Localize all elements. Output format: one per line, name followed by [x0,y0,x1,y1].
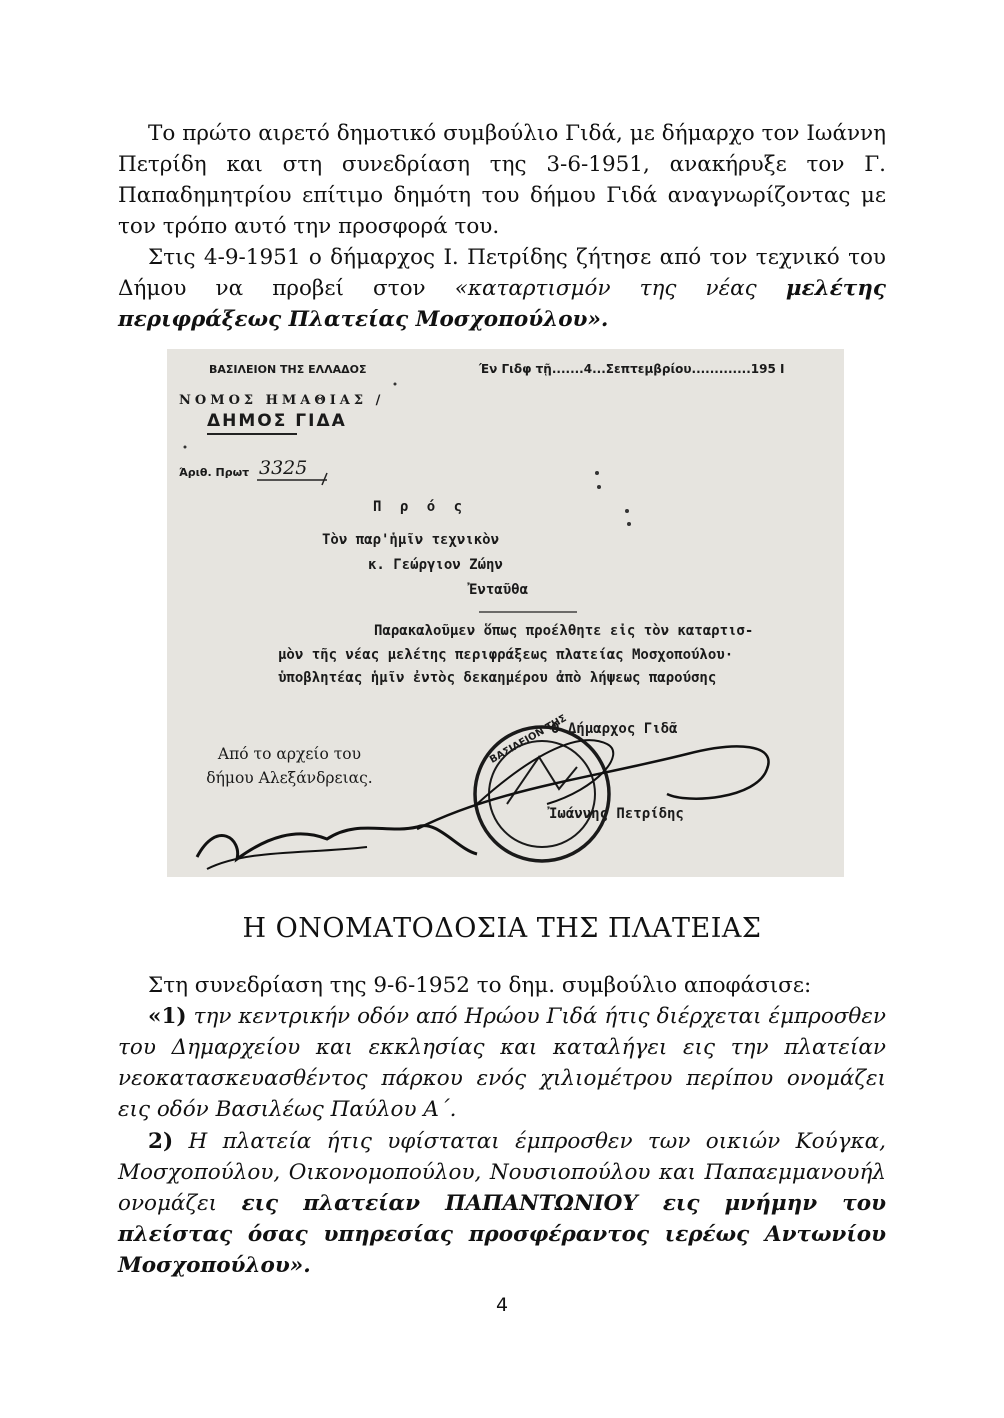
protocol-label: Άριθ. Πρωτ [179,466,250,479]
letter-body-line: ὑποβλητέας ἡμῖν ἐντὸς δεκαημέρου ἀπὸ λήψεως παρούσης [278,670,717,686]
italic-quote: Η πλατεία ήτις υφίσταται έμπροσθεν των οικιών Κούγκα, Μοσχοπούλου, Οικονομοπούλου, Νουσιοπούλου και Παπαεμμανουήλ ονομάζει [118,1129,886,1216]
bold-italic-quote: εις πλατείαν ΠΑΠΑΝΤΩΝΙΟΥ εις μνήμην του πλείστας όσας υπηρεσίας προσφέραντος ιερέως Αντωνίου Μοσχοπούλου». [118,1191,886,1278]
caption-line: Από το αρχείο του [217,745,362,763]
prefecture-header: ΝΟΜΟΣ ΗΜΑΘΙΑΣ / [179,393,385,408]
protocol-number: 3325 [259,457,308,479]
paragraph-honorary-citizen [118,118,886,242]
kingdom-header: ΒΑΣΙΛΕΙΟΝ ΤΗΣ ΕΛΛΑΔΟΣ [209,363,367,376]
letter-body-line: μὸν τῆς νέας μελέτης περιφράξεως πλατείας Μοσχοπούλου· [278,647,734,663]
paragraph-mayor-request [118,242,886,335]
italic-quote: την κεντρικήν οδόν από Ηρώου Γιδά ήτις διέρχεται έμπροσθεν του Δημαρχείου και εκκλησίας και καταλήγει εις την πλατείαν νεοκατασκευασθέντος πάρκου ενός χιλιομέτρου περίπου ονομάζει εις οδόν Βασιλέως Παύλου Α΄. [118,1004,886,1122]
letter-to: Π ρ ό ς [373,499,468,515]
mayor-name: Ἰωάννης Πετρίδης [549,806,684,822]
recipient-line: Ἐνταῦθα [469,582,529,598]
scanned-document-figure [167,349,844,877]
recipient-line: Τὸν παρ'ἡμῖν τεχνικὸν [322,532,500,548]
stamp-text: ΒΑΣΙΛΕΙΟΝ ΤΗΣ [488,713,569,766]
paragraph-council-decision [118,970,886,1001]
paragraph-text: Στη συνεδρίαση της 9-6-1952 το δημ. συμβούλιο αποφάσισε: [148,973,812,998]
italic-quote: «καταρτισμόν της νέας [454,276,786,301]
recipient-line: κ. Γεώργιον Ζώην [368,557,503,573]
paragraph-decision-1 [118,1001,886,1125]
caption-line: δήμου Αλεξάνδρειας. [206,769,373,787]
paragraph-text: Στις 4-9-1951 ο δήμαρχος Ι. Πετρίδης ζήτησε από τον τεχνικό του Δήμου να προβεί στον [118,245,886,301]
item-number: «1) [148,1004,187,1029]
section-title: Η ΟΝΟΜΑΤΟΔΟΣΙΑ ΤΗΣ ΠΛΑΤΕΙΑΣ [242,913,762,944]
letter-date: Έν Γιδφ τῇ.......4...Σεπτεμβρίου.............195 Ι [479,362,785,376]
mayor-title: Ο Δήμαρχος Γιδᾶ [551,721,678,737]
paragraph-text: Το πρώτο αιρετό δημοτικό συμβούλιο Γιδά, με δήμαρχο τον Ιωάννη Πετρίδη και στη συνεδρίαση της 3-6-1951, ανακήρυξε τον Γ. Παπαδημητρίου επίτιμο δημότη του δήμου Γιδά αναγνωρίζοντας με τον τρόπο αυτό την προσφορά του. [118,121,886,239]
letter-body-line: Παρακαλοῦμεν ὅπως προέλθητε εἰς τὸν καταρτισ- [374,623,754,639]
paragraph-decision-2 [118,1126,886,1281]
municipality-header: ΔΗΜΟΣ ΓΙΔΑ [207,411,347,431]
item-number: 2) [148,1129,174,1154]
page-number: 4 [495,1294,509,1316]
figure-caption [187,742,392,790]
bold-italic-quote: μελέτης περιφράξεως Πλατείας Μοσχοπούλου». [118,276,886,332]
